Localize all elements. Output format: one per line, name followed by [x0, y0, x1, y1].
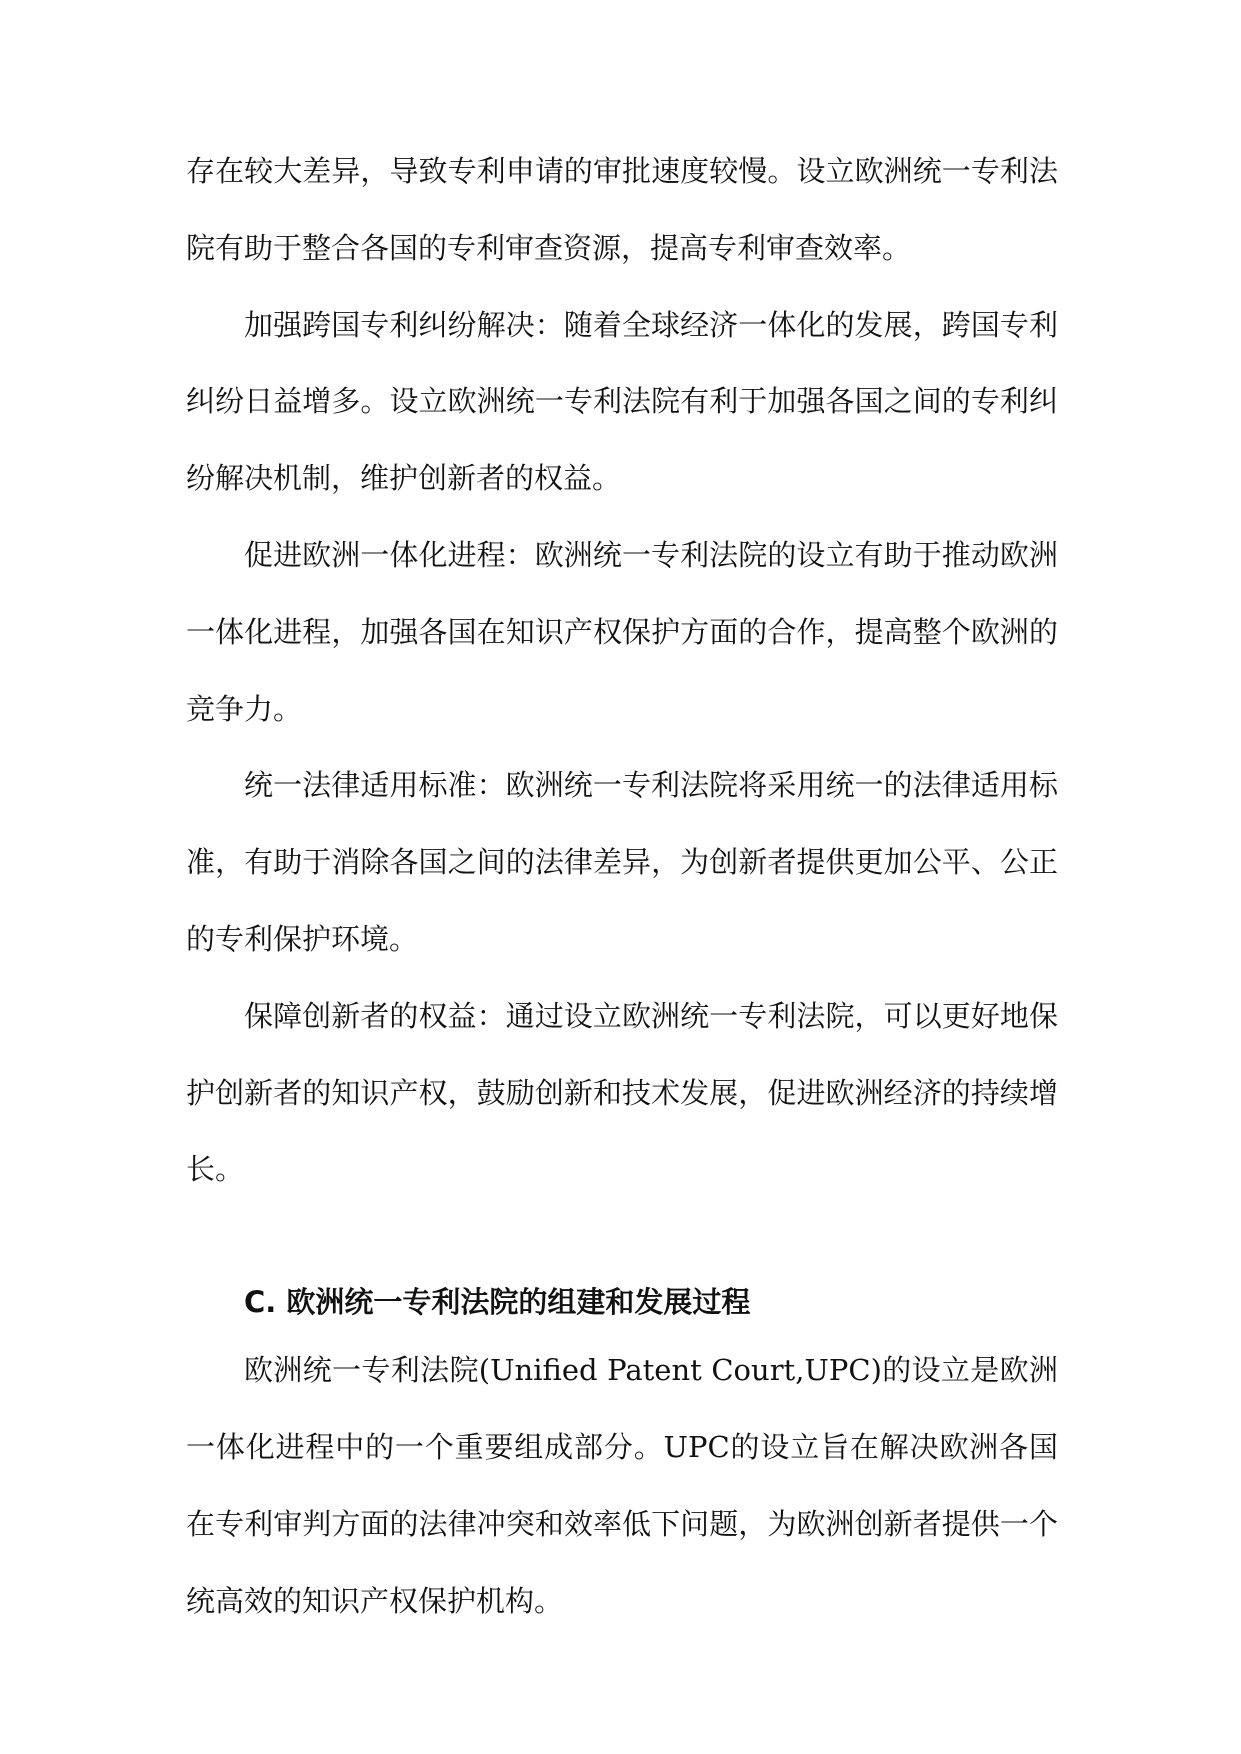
section-heading: C. 欧洲统一专利法院的组建和发展过程 [244, 1285, 751, 1320]
paragraph-cross-border-disputes: 加强跨国专利纠纷解决：随着全球经济一体化的发展，跨国专利纠纷日益增多。设立欧洲统一专利法院有利于加强各国之间的专利纠纷解决机制，维护创新者的权益。 [186, 307, 1058, 496]
paragraph-continuation: 存在较大差异，导致专利申请的审批速度较慢。设立欧洲统一专利法院有助于整合各国的专利审查资源，提高专利审查效率。 [186, 154, 1058, 265]
document-page [186, 133, 1058, 1639]
paragraph-european-integration: 促进欧洲一体化进程：欧洲统一专利法院的设立有助于推动欧洲一体化进程，加强各国在知识产权保护方面的合作，提高整个欧洲的竞争力。 [186, 537, 1058, 726]
paragraph-upc-intro: 欧洲统一专利法院(Unified Patent Court,UPC)的设立是欧洲一体化进程中的一个重要组成部分。UPC的设立旨在解决欧洲各国在专利审判方面的法律冲突和效率低下问题，为欧洲创新者提供一个统高效的知识产权保护机构。 [186, 1353, 1058, 1618]
paragraph-innovator-rights: 保障创新者的权益：通过设立欧洲统一专利法院，可以更好地保护创新者的知识产权，鼓励创新和技术发展，促进欧洲经济的持续增长。 [186, 998, 1058, 1187]
paragraph-unified-legal-standard: 统一法律适用标准：欧洲统一专利法院将采用统一的法律适用标准，有助于消除各国之间的法律差异，为创新者提供更加公平、公正的专利保护环境。 [186, 768, 1058, 956]
